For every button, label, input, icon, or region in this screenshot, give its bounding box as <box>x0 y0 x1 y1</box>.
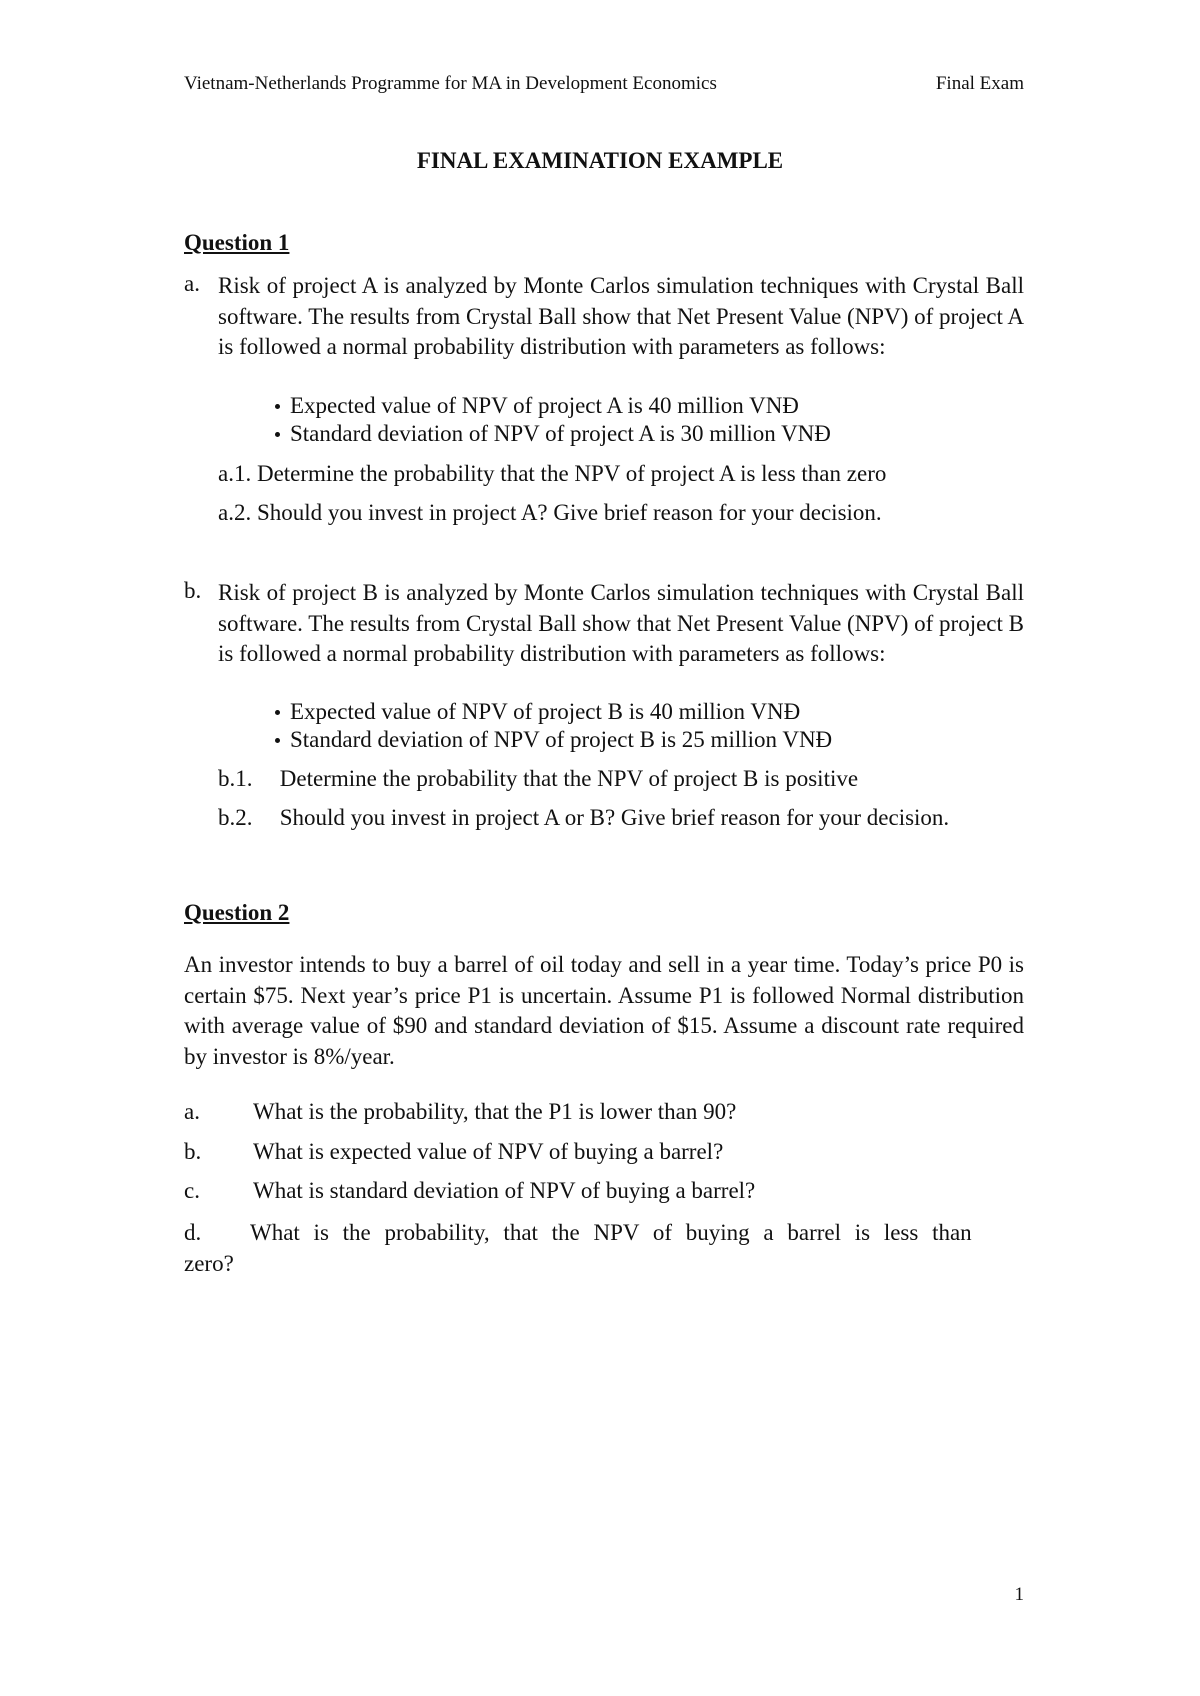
header-doc-type: Final Exam <box>935 73 1024 94</box>
bullet-icon <box>275 432 280 437</box>
item-label: b. <box>184 1139 202 1164</box>
sub-text: Should you invest in project A or B? Give brief reason for your decision. <box>279 805 950 830</box>
bullet-icon <box>275 404 280 409</box>
q1-part-a-text: Risk of project A is analyzed by Monte Carlos simulation techniques with Crystal Ball software. The results from Crystal Ball show that Net Present Value (NPV) of project A is followed a normal probability distribution with parameters as follows: <box>218 273 1024 359</box>
item-label: d. <box>184 1220 202 1245</box>
bullet-text: Standard deviation of NPV of project A is 30 million VNĐ <box>290 421 831 446</box>
page-header <box>184 73 1024 95</box>
q1-b-bullet-2 <box>275 727 832 753</box>
question-2-heading: Question 2 <box>184 900 290 925</box>
sub-label: a.1. <box>218 461 252 486</box>
q1-a-bullet-2 <box>275 421 831 447</box>
q2-item-d <box>184 1218 1024 1279</box>
q1-a-sub-2 <box>218 500 882 526</box>
item-label: a. <box>184 1099 200 1124</box>
q1-b-sub-2 <box>218 805 949 831</box>
item-text: What is expected value of NPV of buying a barrel? <box>253 1139 724 1164</box>
item-text: What is the probability, that the NPV of buying a barrel is less than zero? <box>184 1220 972 1276</box>
q1-a-bullet-1 <box>275 393 799 419</box>
page-title: FINAL EXAMINATION EXAMPLE <box>416 148 784 173</box>
q1-b-bullet-1 <box>275 699 800 725</box>
sub-label: b.1. <box>218 766 253 791</box>
q1-part-b-text: Risk of project B is analyzed by Monte Carlos simulation techniques with Crystal Ball software. The results from Crystal Ball show that Net Present Value (NPV) of project B is followed a normal probability distribution with parameters as follows: <box>218 580 1024 666</box>
item-text: What is the probability, that the P1 is lower than 90? <box>253 1099 737 1124</box>
q1-part-b-label: b. <box>184 578 202 603</box>
sub-text: Determine the probability that the NPV of project A is less than zero <box>256 461 887 486</box>
bullet-icon <box>275 710 280 715</box>
page-number: 1 <box>1014 1584 1024 1605</box>
question-1-heading: Question 1 <box>184 230 290 255</box>
header-programme: Vietnam-Netherlands Programme for MA in Development Economics <box>184 73 717 94</box>
q2-intro: An investor intends to buy a barrel of oil today and sell in a year time. Today’s price P0 is certain $75. Next year’s price P1 is uncertain. Assume P1 is followed Normal distribution with average value of $90 and standard deviation of $15. Assume a discount rate required by investor is 8%/year. <box>184 952 1024 1069</box>
sub-text: Determine the probability that the NPV of project B is positive <box>279 766 859 791</box>
item-label: c. <box>184 1178 200 1203</box>
bullet-text: Expected value of NPV of project A is 40 million VNĐ <box>290 393 799 418</box>
bullet-text: Expected value of NPV of project B is 40 million VNĐ <box>290 699 801 724</box>
item-text: What is standard deviation of NPV of buying a barrel? <box>253 1178 756 1203</box>
q1-b-sub-1 <box>218 766 858 792</box>
bullet-icon <box>275 738 280 743</box>
q1-part-a-label: a. <box>184 271 200 296</box>
sub-label: b.2. <box>218 805 253 830</box>
sub-label: a.2. <box>218 500 252 525</box>
sub-text: Should you invest in project A? Give brief reason for your decision. <box>256 500 882 525</box>
q1-a-sub-1 <box>218 461 886 487</box>
bullet-text: Standard deviation of NPV of project B is 25 million VNĐ <box>290 727 833 752</box>
